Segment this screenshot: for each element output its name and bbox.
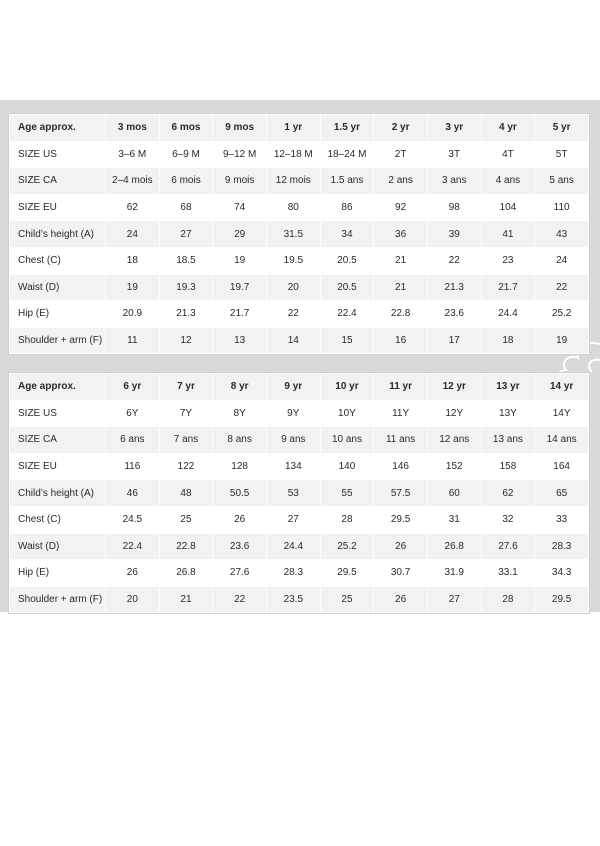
table-row	[10, 168, 589, 195]
table-cell: 11 ans	[374, 427, 428, 454]
table-cell: 25.2	[320, 533, 374, 560]
table-cell: 22.4	[320, 301, 374, 328]
table-cell: 23	[481, 247, 535, 274]
table-cell: 48	[159, 480, 213, 507]
row-label: Hip (E)	[10, 560, 106, 587]
table-row	[10, 221, 589, 248]
column-header: 9 yr	[266, 374, 320, 401]
table-cell: 146	[374, 453, 428, 480]
table-cell: 22	[427, 247, 481, 274]
table-row	[10, 327, 589, 354]
table-cell: 26	[106, 560, 160, 587]
table-cell: 31	[427, 506, 481, 533]
table-cell: 6Y	[106, 400, 160, 427]
table-cell: 21.7	[213, 301, 267, 328]
row-label: Shoulder + arm (F)	[10, 586, 106, 613]
row-label: SIZE EU	[10, 194, 106, 221]
table-row	[10, 400, 589, 427]
table-cell: 20.9	[106, 301, 160, 328]
row-label: Child’s height (A)	[10, 221, 106, 248]
table-cell: 7Y	[159, 400, 213, 427]
table-cell: 13 ans	[481, 427, 535, 454]
table-cell: 9–12 M	[213, 141, 267, 168]
table-cell: 14 ans	[535, 427, 589, 454]
table-row	[10, 586, 589, 613]
table-cell: 20	[106, 586, 160, 613]
table-cell: 80	[266, 194, 320, 221]
table-cell: 8 ans	[213, 427, 267, 454]
table-cell: 9 mois	[213, 168, 267, 195]
table-cell: 134	[266, 453, 320, 480]
table-cell: 74	[213, 194, 267, 221]
column-header: 14 yr	[535, 374, 589, 401]
table-cell: 24.4	[266, 533, 320, 560]
table-cell: 7 ans	[159, 427, 213, 454]
table-cell: 104	[481, 194, 535, 221]
table-cell: 24	[535, 247, 589, 274]
table-cell: 28.3	[266, 560, 320, 587]
table-cell: 26	[374, 586, 428, 613]
column-header: 3 mos	[106, 115, 160, 142]
table-row	[10, 560, 589, 587]
table-cell: 18.5	[159, 247, 213, 274]
table-cell: 34	[320, 221, 374, 248]
table-row	[10, 194, 589, 221]
table-cell: 3–6 M	[106, 141, 160, 168]
table-cell: 32	[481, 506, 535, 533]
table-cell: 15	[320, 327, 374, 354]
table-cell: 10Y	[320, 400, 374, 427]
table-cell: 24.4	[481, 301, 535, 328]
table-cell: 43	[535, 221, 589, 248]
column-header: 6 yr	[106, 374, 160, 401]
table-cell: 27	[427, 586, 481, 613]
table-cell: 53	[266, 480, 320, 507]
table-cell: 29.5	[320, 560, 374, 587]
table-cell: 25.2	[535, 301, 589, 328]
table-cell: 30.7	[374, 560, 428, 587]
table-cell: 14Y	[535, 400, 589, 427]
table-cell: 28	[481, 586, 535, 613]
row-label: SIZE CA	[10, 427, 106, 454]
table-cell: 21.3	[427, 274, 481, 301]
column-header: 1 yr	[266, 115, 320, 142]
table-cell: 4 ans	[481, 168, 535, 195]
table-cell: 24	[106, 221, 160, 248]
column-header: 4 yr	[481, 115, 535, 142]
column-header: 13 yr	[481, 374, 535, 401]
column-header: 7 yr	[159, 374, 213, 401]
column-header: 10 yr	[320, 374, 374, 401]
table-cell: 31.9	[427, 560, 481, 587]
table-cell: 36	[374, 221, 428, 248]
table-cell: 3T	[427, 141, 481, 168]
column-header: 5 yr	[535, 115, 589, 142]
size-chart-table-infant	[9, 114, 589, 354]
table-cell: 98	[427, 194, 481, 221]
table-cell: 13	[213, 327, 267, 354]
column-header: 3 yr	[427, 115, 481, 142]
column-header: 8 yr	[213, 374, 267, 401]
table-cell: 25	[320, 586, 374, 613]
table-cell: 14	[266, 327, 320, 354]
table-row	[10, 141, 589, 168]
table-cell: 18	[481, 327, 535, 354]
table-cell: 23.6	[427, 301, 481, 328]
row-label: Child’s height (A)	[10, 480, 106, 507]
table-cell: 28.3	[535, 533, 589, 560]
table-cell: 86	[320, 194, 374, 221]
table-cell: 62	[106, 194, 160, 221]
table-cell: 18	[106, 247, 160, 274]
table-cell: 152	[427, 453, 481, 480]
table-cell: 50.5	[213, 480, 267, 507]
size-chart-table-kids	[9, 373, 589, 613]
row-label: Hip (E)	[10, 301, 106, 328]
table-cell: 33	[535, 506, 589, 533]
table-cell: 31.5	[266, 221, 320, 248]
table-cell: 23.6	[213, 533, 267, 560]
column-header: 1.5 yr	[320, 115, 374, 142]
table-cell: 21	[159, 586, 213, 613]
table-cell: 6–9 M	[159, 141, 213, 168]
table-cell: 26	[213, 506, 267, 533]
table-cell: 26.8	[427, 533, 481, 560]
table-row	[10, 427, 589, 454]
table-cell: 2T	[374, 141, 428, 168]
table-cell: 62	[481, 480, 535, 507]
table-cell: 4T	[481, 141, 535, 168]
table-row	[10, 301, 589, 328]
column-header-label: Age approx.	[10, 115, 106, 142]
table-cell: 1.5 ans	[320, 168, 374, 195]
table-cell: 164	[535, 453, 589, 480]
table-cell: 28	[320, 506, 374, 533]
table-cell: 22.8	[374, 301, 428, 328]
table-cell: 140	[320, 453, 374, 480]
column-header: 11 yr	[374, 374, 428, 401]
row-label: Chest (C)	[10, 247, 106, 274]
table-cell: 12	[159, 327, 213, 354]
row-label: SIZE US	[10, 141, 106, 168]
table-cell: 21.3	[159, 301, 213, 328]
table-cell: 10 ans	[320, 427, 374, 454]
table-cell: 19	[535, 327, 589, 354]
column-header: 6 mos	[159, 115, 213, 142]
table-cell: 27	[159, 221, 213, 248]
table-cell: 27.6	[213, 560, 267, 587]
table-row	[10, 453, 589, 480]
table-header-row	[10, 374, 589, 401]
table-cell: 26.8	[159, 560, 213, 587]
table-cell: 9 ans	[266, 427, 320, 454]
table-cell: 19.7	[213, 274, 267, 301]
table-cell: 27.6	[481, 533, 535, 560]
table-cell: 5T	[535, 141, 589, 168]
table-cell: 110	[535, 194, 589, 221]
table-cell: 9Y	[266, 400, 320, 427]
table-cell: 16	[374, 327, 428, 354]
table-row	[10, 247, 589, 274]
table-cell: 22	[535, 274, 589, 301]
table-cell: 27	[266, 506, 320, 533]
table-cell: 18–24 M	[320, 141, 374, 168]
table-cell: 17	[427, 327, 481, 354]
table-row	[10, 274, 589, 301]
table-cell: 2–4 mois	[106, 168, 160, 195]
table-cell: 29.5	[374, 506, 428, 533]
table-cell: 2 ans	[374, 168, 428, 195]
table-cell: 5 ans	[535, 168, 589, 195]
table-cell: 21	[374, 274, 428, 301]
table-cell: 12Y	[427, 400, 481, 427]
table-cell: 122	[159, 453, 213, 480]
table-row	[10, 533, 589, 560]
column-header: 9 mos	[213, 115, 267, 142]
row-label: Chest (C)	[10, 506, 106, 533]
table-cell: 13Y	[481, 400, 535, 427]
table-cell: 6 mois	[159, 168, 213, 195]
row-label: Shoulder + arm (F)	[10, 327, 106, 354]
table-row	[10, 506, 589, 533]
table-cell: 12 ans	[427, 427, 481, 454]
row-label: Waist (D)	[10, 533, 106, 560]
table-cell: 29.5	[535, 586, 589, 613]
table-cell: 116	[106, 453, 160, 480]
table-cell: 6 ans	[106, 427, 160, 454]
table-cell: 11	[106, 327, 160, 354]
table-cell: 20	[266, 274, 320, 301]
column-header: 12 yr	[427, 374, 481, 401]
table-cell: 3 ans	[427, 168, 481, 195]
table-cell: 55	[320, 480, 374, 507]
table-cell: 19.3	[159, 274, 213, 301]
column-header-label: Age approx.	[10, 374, 106, 401]
row-label: SIZE EU	[10, 453, 106, 480]
table-cell: 46	[106, 480, 160, 507]
table-cell: 21.7	[481, 274, 535, 301]
table-cell: 34.3	[535, 560, 589, 587]
table-cell: 12–18 M	[266, 141, 320, 168]
table-cell: 158	[481, 453, 535, 480]
table-cell: 22	[213, 586, 267, 613]
table-cell: 60	[427, 480, 481, 507]
table-cell: 26	[374, 533, 428, 560]
table-cell: 25	[159, 506, 213, 533]
table-cell: 22.8	[159, 533, 213, 560]
table-cell: 128	[213, 453, 267, 480]
table-header-row	[10, 115, 589, 142]
column-header: 2 yr	[374, 115, 428, 142]
table-cell: 20.5	[320, 247, 374, 274]
table-cell: 92	[374, 194, 428, 221]
table-cell: 19	[106, 274, 160, 301]
table-cell: 19	[213, 247, 267, 274]
table-cell: 19.5	[266, 247, 320, 274]
table-cell: 33.1	[481, 560, 535, 587]
table-cell: 29	[213, 221, 267, 248]
table-row	[10, 480, 589, 507]
table-cell: 22.4	[106, 533, 160, 560]
table-cell: 68	[159, 194, 213, 221]
row-label: SIZE CA	[10, 168, 106, 195]
table-cell: 39	[427, 221, 481, 248]
row-label: Waist (D)	[10, 274, 106, 301]
row-label: SIZE US	[10, 400, 106, 427]
table-cell: 12 mois	[266, 168, 320, 195]
table-cell: 11Y	[374, 400, 428, 427]
table-cell: 24.5	[106, 506, 160, 533]
table-cell: 22	[266, 301, 320, 328]
table-cell: 20.5	[320, 274, 374, 301]
table-cell: 8Y	[213, 400, 267, 427]
table-cell: 57.5	[374, 480, 428, 507]
table-cell: 21	[374, 247, 428, 274]
table-cell: 41	[481, 221, 535, 248]
table-cell: 65	[535, 480, 589, 507]
table-cell: 23.5	[266, 586, 320, 613]
